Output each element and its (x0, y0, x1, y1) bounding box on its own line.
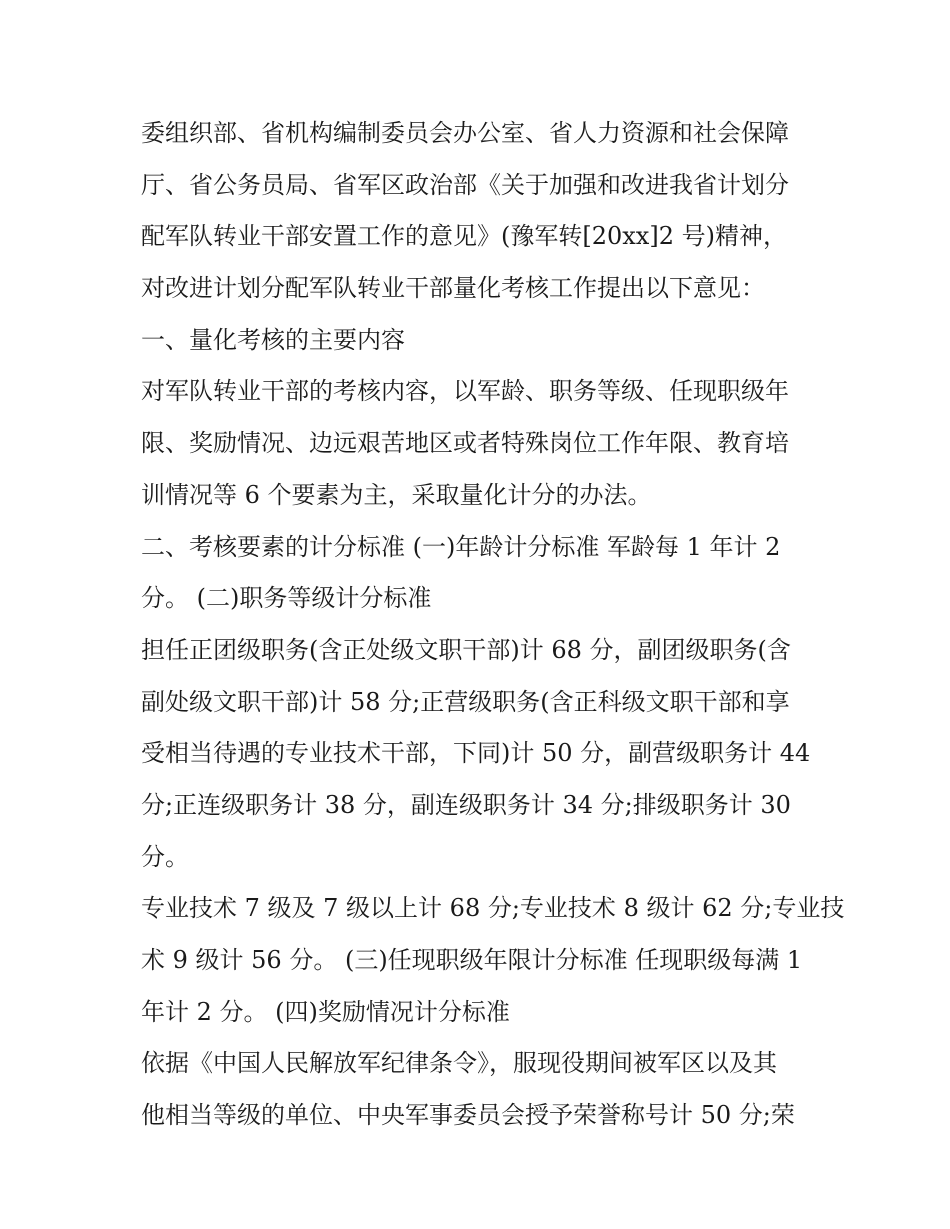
text-line: 术 9 级计 56 分。 (三)任现职级年限计分标准 任现职级每满 1 (141, 946, 803, 974)
text-line: 他相当等级的单位、中央军事委员会授予荣誉称号计 50 分;荣 (141, 1101, 795, 1130)
text-line: 分;正连级职务计 38 分，副连级职务计 34 分;排级职务计 30 (141, 790, 791, 819)
text-line: 依据《中国人民解放军纪律条令》，服现役期间被军区以及其 (141, 1049, 777, 1078)
text-line: 委组织部、省机构编制委员会办公室、省人力资源和社会保障 (141, 119, 789, 147)
text-line: 专业技术 7 级及 7 级以上计 68 分;专业技术 8 级计 62 分;专业技 (141, 894, 845, 923)
text-line: 分。 (141, 842, 189, 871)
text-line: 担任正团级职务(含正处级文职干部)计 68 分，副团级职务(含 (141, 635, 791, 664)
section-heading: 一、量化考核的主要内容 (141, 325, 405, 354)
section-heading: 二、考核要素的计分标准 (一)年龄计分标准 军龄每 1 年计 2 (141, 532, 781, 561)
text-line: 分。 (二)职务等级计分标准 (141, 584, 432, 613)
text-line: 对改进计划分配军队转业干部量化考核工作提出以下意见： (141, 274, 765, 303)
text-line: 副处级文职干部)计 58 分;正营级职务(含正科级文职干部和享 (141, 687, 790, 716)
text-line: 年计 2 分。 (四)奖励情况计分标准 (141, 997, 510, 1026)
text-line: 限、奖励情况、边远艰苦地区或者特殊岗位工作年限、教育培 (141, 429, 789, 458)
text-line: 对军队转业干部的考核内容，以军龄、职务等级、任现职级年 (141, 377, 789, 406)
text-line: 配军队转业干部安置工作的意见》(豫军转[20xx]2 号)精神， (141, 222, 787, 251)
text-line: 厅、省公务员局、省军区政治部《关于加强和改进我省计划分 (141, 170, 789, 199)
text-line: 受相当待遇的专业技术干部，下同)计 50 分，副营级职务计 44 (141, 739, 811, 768)
document-body (141, 108, 845, 1142)
text-line: 训情况等 6 个要素为主，采取量化计分的办法。 (141, 480, 652, 509)
